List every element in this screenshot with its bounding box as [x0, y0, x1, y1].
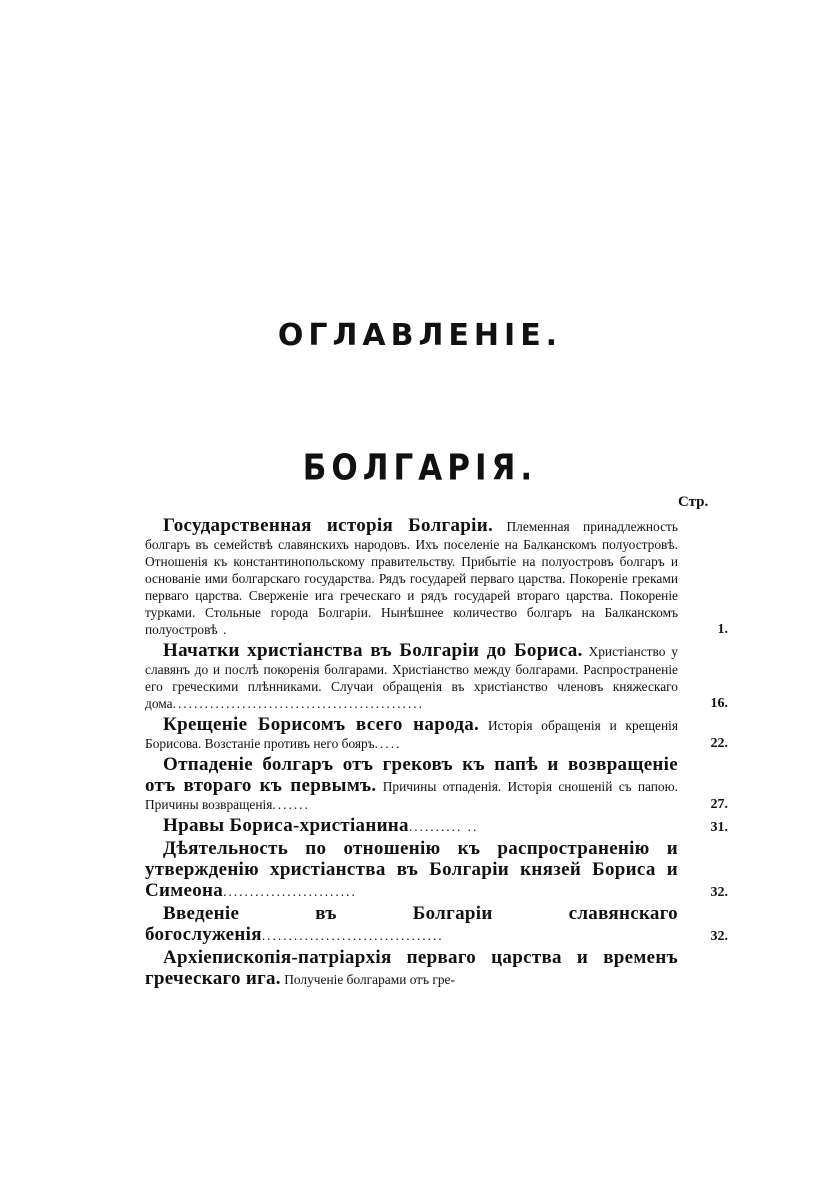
toc-entry-leader: ......................... [223, 884, 357, 899]
toc-entry-description: Христіанство у славянъ до и послѣ покоренія болгарами. Христіанство между болгарами. Распространеніе его греческими плѣнниками. Случаи обращенія въ христіанство членовъ княжескаго дома [145, 644, 678, 711]
toc-entry-leader: ............................................... [172, 696, 424, 711]
toc-entry-heading: Начатки христіанства въ Болгаріи до Бориса. [163, 640, 583, 661]
toc-entry-leader: .................................. [261, 928, 444, 943]
section-title: БОЛГАРІЯ. [302, 447, 538, 489]
toc-entry-description: Исторія обращенія и крещенія Борисова. Возстаніе противъ него бояръ [145, 718, 678, 751]
toc-entry [145, 947, 728, 989]
toc-entry-heading: Введеніе въ Болгаріи славянскаго богослуженія [145, 903, 678, 945]
toc-entry [145, 903, 728, 945]
toc-entry-page: 22. [710, 736, 728, 751]
toc-entry [145, 754, 728, 813]
toc-entry [145, 640, 728, 712]
toc-entry-page: 16. [710, 696, 728, 711]
toc-entry-page: 27. [710, 797, 728, 812]
toc-entry-description: Полученіе болгарами отъ гре- [284, 972, 455, 987]
toc-entry [145, 714, 728, 752]
toc-entry-page: 31. [710, 820, 728, 835]
toc-entry-leader: ..... [374, 736, 402, 751]
toc-entry-leader: ....... [272, 797, 310, 812]
toc-entry-heading: Нравы Бориса-христіанина [163, 815, 409, 836]
toc-entry-heading: Дѣятельность по отношенію къ распространенію и утвержденію христіанства въ Болгаріи князей Бориса и Симеона [145, 838, 678, 901]
table-of-contents [145, 515, 728, 991]
toc-entry [145, 815, 728, 836]
toc-entry [145, 515, 728, 638]
toc-entry [145, 838, 728, 901]
page-column-label: Стр. [678, 494, 709, 510]
toc-entry-heading: Отпаденіе болгаръ отъ грековъ къ папѣ и возвращеніе отъ втораго къ первымъ. [145, 754, 678, 796]
toc-entry-description: Причины отпаденія. Исторія сношеній съ папою. Причины возвращенія [145, 779, 678, 812]
toc-entry-heading: Государственная исторія Болгаріи. [163, 515, 494, 536]
toc-entry-leader: .......... .. [408, 819, 479, 834]
toc-entry-page: 32. [710, 885, 728, 900]
toc-entry-leader: . [217, 622, 229, 637]
toc-entry-page: 1. [717, 622, 728, 637]
toc-entry-heading: Крещеніе Борисомъ всего народа. [163, 714, 480, 735]
toc-entry-page: 32. [710, 929, 728, 944]
toc-entry-description: Племенная принадлежность болгаръ въ семействѣ славянскихъ народовъ. Ихъ поселеніе на Балканскомъ полуостровѣ. Отношенія къ константинопольскому правительству. Прибытіе на полуостровъ болгаръ и основаніе ими болгарскаго государства. Рядъ государей перваго царства. Покореніе греками перваго царства. Сверженіе ига греческаго и рядъ государей втораго царства. Покореніе турками. Стольные города Болгаріи. Нынѣшнее количество болгаръ на Балканскомъ полуостровѣ [145, 519, 678, 637]
page-title: ОГЛАВЛЕНІЕ. [277, 318, 563, 353]
toc-entry-heading: Архіепископія-патріархія перваго царства и временъ греческаго ига. [145, 947, 678, 989]
